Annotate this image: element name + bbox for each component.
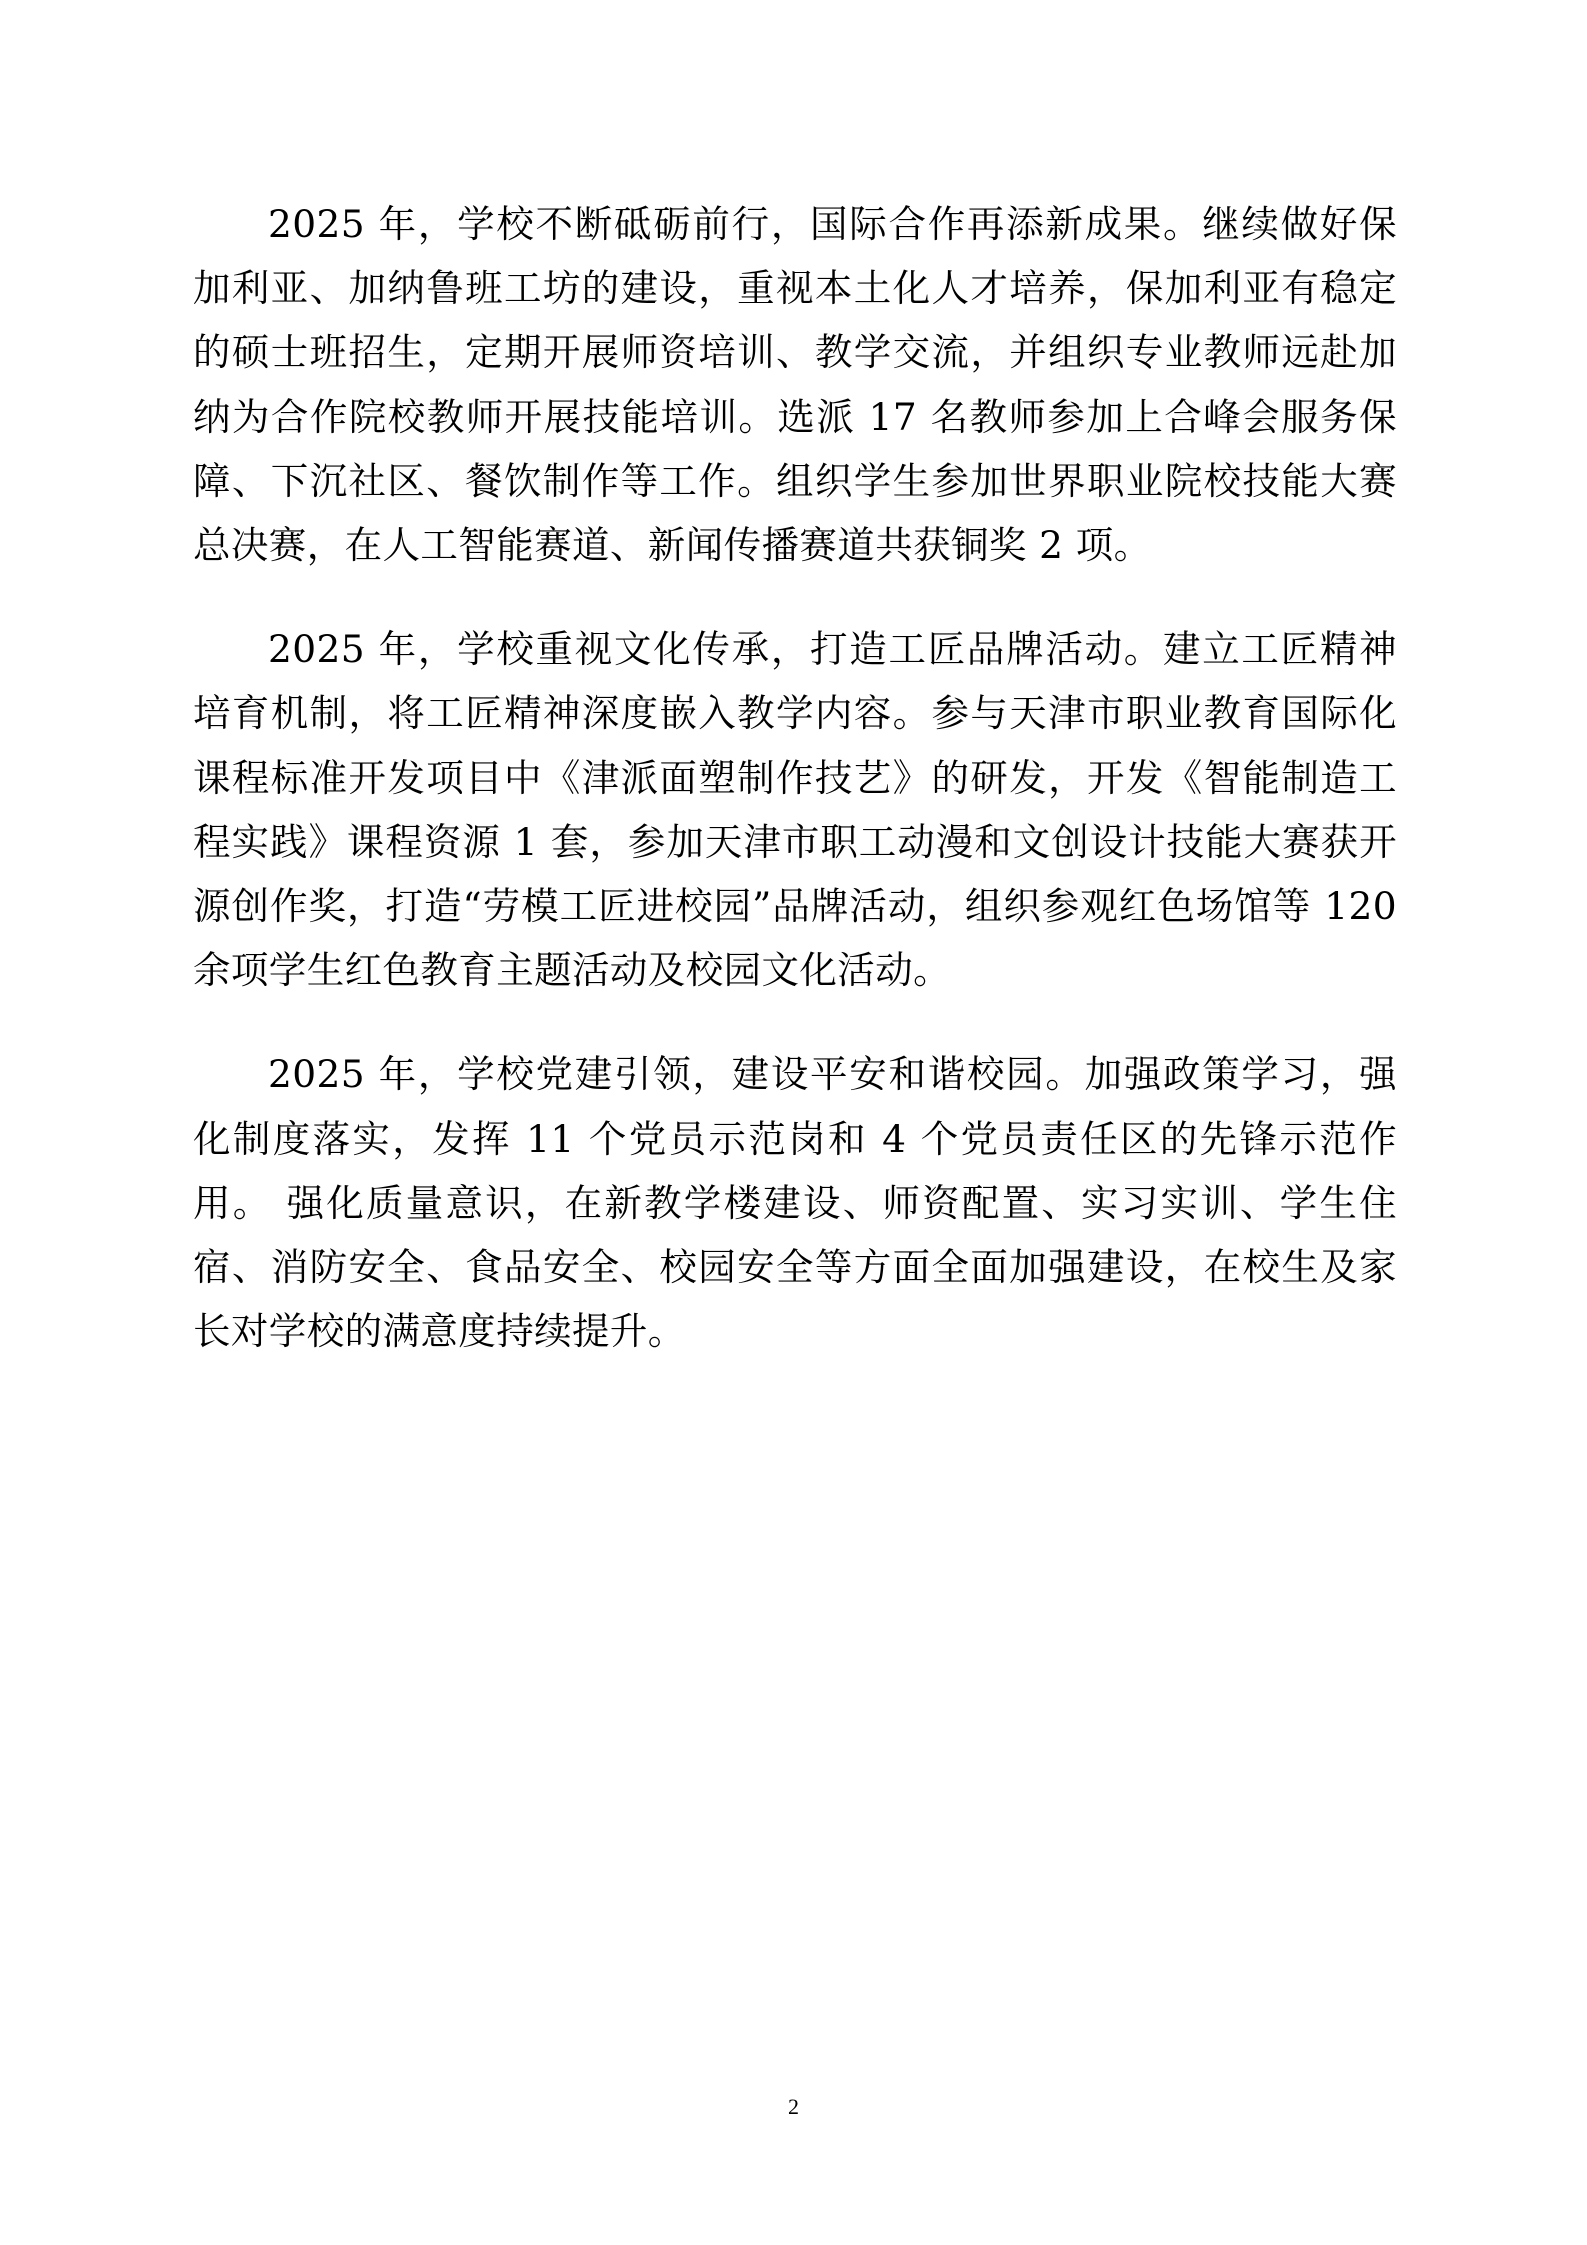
body-text <box>193 192 1397 1403</box>
paragraph-international-cooperation: 2025 年，学校不断砥砺前行，国际合作再添新成果。继续做好保加利亚、加纳鲁班工坊的建设，重视本土化人才培养，保加利亚有稳定的硕士班招生，定期开展师资培训、教学交流，并组织专业教师远赴加纳为合作院校教师开展技能培训。选派 17 名教师参加上合峰会服务保障、下沉社区、餐饮制作等工作。组织学生参加世界职业院校技能大赛总决赛，在人工智能赛道、新闻传播赛道共获铜奖 2 项。 <box>193 202 1397 568</box>
page-number: 2 <box>788 2094 799 2119</box>
paragraph-party-building: 2025 年，学校党建引领，建设平安和谐校园。加强政策学习，强化制度落实，发挥 11 个党员示范岗和 4 个党员责任区的先锋示范作用。 强化质量意识，在新教学楼建设、师资配置、实习实训、学生住宿、消防安全、食品安全、校园安全等方面全面加强建设，在校生及家长对学校的满意度持续提升。 <box>193 1052 1397 1354</box>
paragraph-cultural-heritage: 2025 年，学校重视文化传承，打造工匠品牌活动。建立工匠精神培育机制，将工匠精神深度嵌入教学内容。参与天津市职业教育国际化课程标准开发项目中《津派面塑制作技艺》的研发，开发《智能制造工程实践》课程资源 1 套，参加天津市职工动漫和文创设计技能大赛获开源创作奖，打造“劳模工匠进校园”品牌活动，组织参观红色场馆等 120 余项学生红色教育主题活动及校园文化活动。 <box>193 627 1397 993</box>
